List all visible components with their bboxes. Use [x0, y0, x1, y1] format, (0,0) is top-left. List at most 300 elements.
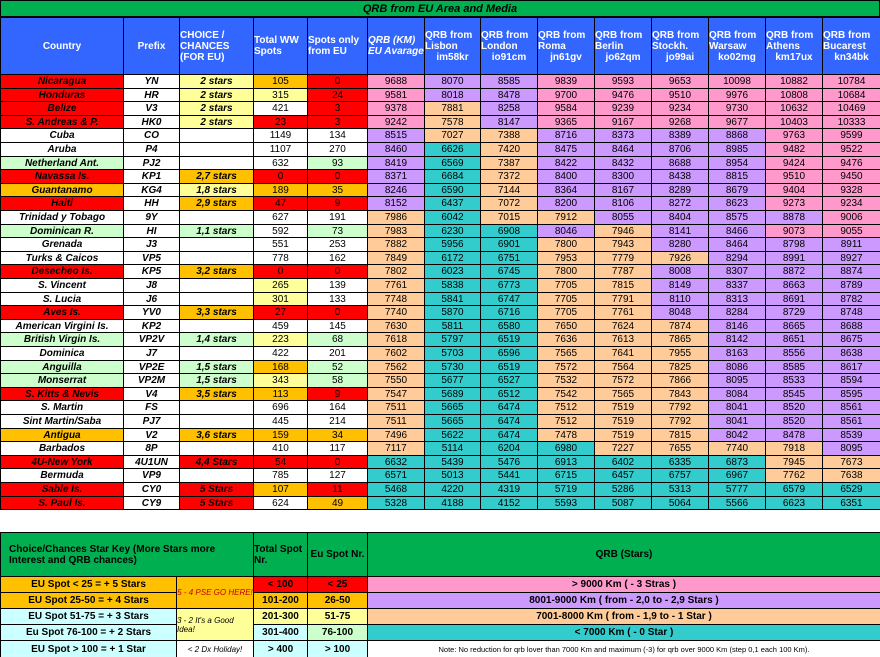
qrb-value: 6913: [537, 455, 595, 469]
star-rating: [179, 128, 254, 143]
qrb-average: 7748: [367, 292, 425, 306]
country-name: Honduras: [0, 88, 124, 102]
qrb-value: 4152: [480, 496, 538, 510]
key-qrb-range: Note: No reduction for qrb lover than 7000 Km and maximum (-3) for qrb over 9000 Km (step 0,1 each 100 Km).: [367, 640, 880, 657]
qrb-value: 9510: [651, 88, 709, 102]
eu-spots: 68: [307, 332, 368, 347]
qrb-value: 8464: [594, 142, 652, 157]
qrb-value: 7650: [537, 319, 595, 333]
star-rating: 2 stars: [179, 115, 254, 129]
qrb-average: 8460: [367, 142, 425, 157]
qrb-value: 9424: [765, 156, 823, 170]
qrb-average: 7802: [367, 264, 425, 279]
total-ww-spots: 189: [253, 183, 308, 197]
city-locator: im58kr: [436, 51, 469, 63]
key-total-range: > 400: [253, 640, 308, 657]
qrb-value: 4220: [424, 482, 481, 497]
country-name: Trinidad y Tobago: [0, 210, 124, 225]
qrb-value: 7072: [480, 196, 538, 211]
qrb-value: 5622: [424, 428, 481, 442]
qrb-value: 8575: [708, 210, 766, 225]
eu-spots: 134: [307, 128, 368, 143]
qrb-value: 5476: [480, 455, 538, 469]
header-qrb-city: [822, 17, 880, 75]
city-locator: km17ux: [775, 51, 813, 63]
star-rating: [179, 414, 254, 429]
key-qrb-range: 7001-8000 Km ( from - 1,9 to - 1 Star ): [367, 608, 880, 625]
qrb-value: 8954: [708, 156, 766, 170]
prefix: VP2V: [123, 332, 180, 347]
qrb-value: 8280: [651, 237, 709, 252]
eu-spots: 162: [307, 251, 368, 265]
qrb-value: 8927: [822, 251, 880, 265]
qrb-value: 8478: [480, 88, 538, 102]
qrb-value: 7565: [537, 346, 595, 361]
total-ww-spots: 47: [253, 196, 308, 211]
qrb-value: 6402: [594, 455, 652, 469]
qrb-value: 7800: [537, 237, 595, 252]
qrb-value: 7825: [651, 360, 709, 374]
prefix: KP1: [123, 169, 180, 184]
qrb-value: 10684: [822, 88, 880, 102]
qrb-value: 7565: [594, 387, 652, 401]
qrb-average: 7602: [367, 346, 425, 361]
qrb-value: 8539: [822, 428, 880, 442]
qrb-value: 7542: [537, 387, 595, 401]
qrb-value: 5439: [424, 455, 481, 469]
qrb-value: 9476: [594, 88, 652, 102]
key-total-header: Total Spot Nr.: [253, 532, 308, 577]
eu-spots: 0: [307, 74, 368, 89]
total-ww-spots: 410: [253, 441, 308, 456]
prefix: VP9: [123, 468, 180, 483]
qrb-value: 8337: [708, 278, 766, 293]
prefix: VP5: [123, 251, 180, 265]
qrb-value: 7943: [594, 237, 652, 252]
qrb-average: 8515: [367, 128, 425, 143]
header-choice: CHOICE / CHANCES (FOR EU): [179, 17, 254, 75]
qrb-value: 6757: [651, 468, 709, 483]
qrb-value: 5064: [651, 496, 709, 510]
prefix: V4: [123, 387, 180, 401]
star-rating: [179, 468, 254, 483]
eu-spots: 191: [307, 210, 368, 225]
qrb-value: 5777: [708, 482, 766, 497]
qrb-value: 6437: [424, 196, 481, 211]
qrb-average: 6571: [367, 468, 425, 483]
prefix: FS: [123, 400, 180, 415]
key-label: EU Spot 51-75 = + 3 Stars: [0, 608, 177, 625]
prefix: YV0: [123, 305, 180, 320]
qrb-value: 8167: [594, 183, 652, 197]
qrb-value: 6773: [480, 278, 538, 293]
qrb-value: 8364: [537, 183, 595, 197]
star-rating: 1,1 stars: [179, 224, 254, 238]
qrb-value: 6474: [480, 414, 538, 429]
qrb-value: 7815: [594, 278, 652, 293]
qrb-value: 8638: [822, 346, 880, 361]
qrb-value: 7874: [651, 319, 709, 333]
qrb-value: 7762: [765, 468, 823, 483]
qrb-value: 6474: [480, 428, 538, 442]
star-rating: 1,4 stars: [179, 332, 254, 347]
prefix: HI: [123, 224, 180, 238]
country-name: Nicaragua: [0, 74, 124, 89]
qrb-value: 8466: [708, 224, 766, 238]
qrb-value: 7740: [708, 441, 766, 456]
qrb-value: 8691: [765, 292, 823, 306]
key-note: 3 - 2 It's a Good Idea!: [176, 608, 254, 641]
header-qrb-avg: QRB (KM) EU Avarage: [367, 17, 425, 75]
header-qrb-city: [651, 17, 709, 75]
qrb-value: 6626: [424, 142, 481, 157]
country-name: Sable Is.: [0, 482, 124, 497]
star-rating: [179, 292, 254, 306]
country-name: S. Andreas & P.: [0, 115, 124, 129]
qrb-value: 8556: [765, 346, 823, 361]
total-ww-spots: 592: [253, 224, 308, 238]
country-name: Sint Martin/Saba: [0, 414, 124, 429]
qrb-value: 7613: [594, 332, 652, 347]
eu-spots: 139: [307, 278, 368, 293]
qrb-value: 8149: [651, 278, 709, 293]
qrb-value: 6623: [765, 496, 823, 510]
total-ww-spots: 223: [253, 332, 308, 347]
star-rating: [179, 251, 254, 265]
header-spots-eu: Spots only from EU: [307, 17, 368, 75]
qrb-value: 9599: [822, 128, 880, 143]
prefix: YN: [123, 74, 180, 89]
qrb-value: 7512: [537, 400, 595, 415]
prefix: 4U1UN: [123, 455, 180, 469]
qrb-value: 7636: [537, 332, 595, 347]
qrb-value: 8422: [537, 156, 595, 170]
header-qrb-city: [708, 17, 766, 75]
qrb-value: 8545: [765, 387, 823, 401]
qrb-value: 8046: [537, 224, 595, 238]
qrb-value: 8147: [480, 115, 538, 129]
city-name: QRB from Berlin: [595, 29, 643, 52]
prefix: KP2: [123, 319, 180, 333]
star-rating: 3,2 stars: [179, 264, 254, 279]
qrb-value: 8675: [822, 332, 880, 347]
qrb-average: 5328: [367, 496, 425, 510]
qrb-value: 6908: [480, 224, 538, 238]
qrb-value: 6967: [708, 468, 766, 483]
qrb-value: 6457: [594, 468, 652, 483]
qrb-value: 10882: [765, 74, 823, 89]
qrb-average: 8371: [367, 169, 425, 184]
qrb-value: 7519: [594, 400, 652, 415]
qrb-value: 8258: [480, 101, 538, 116]
qrb-value: 6580: [480, 319, 538, 333]
star-rating: 2 stars: [179, 101, 254, 116]
star-rating: [179, 400, 254, 415]
qrb-value: 9404: [765, 183, 823, 197]
total-ww-spots: 627: [253, 210, 308, 225]
country-name: Haiti: [0, 196, 124, 211]
qrb-value: 5593: [537, 496, 595, 510]
qrb-value: 6519: [480, 360, 538, 374]
qrb-value: 5313: [651, 482, 709, 497]
qrb-value: 8716: [537, 128, 595, 143]
star-rating: [179, 278, 254, 293]
prefix: CY0: [123, 482, 180, 497]
qrb-value: 9006: [822, 210, 880, 225]
qrb-average: 7849: [367, 251, 425, 265]
qrb-value: 7926: [651, 251, 709, 265]
qrb-value: 6042: [424, 210, 481, 225]
star-rating: [179, 210, 254, 225]
country-name: Turks & Caicos: [0, 251, 124, 265]
qrb-value: 8272: [651, 196, 709, 211]
qrb-value: 7519: [594, 428, 652, 442]
city-locator: jn61gv: [550, 51, 582, 63]
qrb-value: 6873: [708, 455, 766, 469]
qrb-value: 8706: [651, 142, 709, 157]
eu-spots: 253: [307, 237, 368, 252]
qrb-value: 8911: [822, 237, 880, 252]
qrb-value: 7761: [594, 305, 652, 320]
qrb-value: 8520: [765, 400, 823, 415]
star-rating: [179, 237, 254, 252]
eu-spots: 0: [307, 305, 368, 320]
qrb-value: 8991: [765, 251, 823, 265]
qrb-value: 8478: [765, 428, 823, 442]
header-prefix: Prefix: [123, 17, 180, 75]
eu-spots: 270: [307, 142, 368, 157]
star-rating: 2,9 stars: [179, 196, 254, 211]
qrb-value: 5797: [424, 332, 481, 347]
country-name: S. Paul Is.: [0, 496, 124, 510]
city-locator: ko02mg: [718, 51, 756, 63]
qrb-value: 7912: [537, 210, 595, 225]
total-ww-spots: 159: [253, 428, 308, 442]
qrb-value: 8789: [822, 278, 880, 293]
qrb-average: 7117: [367, 441, 425, 456]
total-ww-spots: 778: [253, 251, 308, 265]
star-rating: 4,4 Stars: [179, 455, 254, 469]
total-ww-spots: 1149: [253, 128, 308, 143]
total-ww-spots: 785: [253, 468, 308, 483]
eu-spots: 73: [307, 224, 368, 238]
country-name: Navassa Is.: [0, 169, 124, 184]
total-ww-spots: 107: [253, 482, 308, 497]
qrb-value: 6596: [480, 346, 538, 361]
qrb-average: 5468: [367, 482, 425, 497]
qrb-value: 7015: [480, 210, 538, 225]
qrb-value: 6745: [480, 264, 538, 279]
total-ww-spots: 551: [253, 237, 308, 252]
country-name: British Virgin Is.: [0, 332, 124, 347]
key-total-range: 101-200: [253, 592, 308, 609]
country-name: Netherland Ant.: [0, 156, 124, 170]
country-name: S. Kitts & Nevis: [0, 387, 124, 401]
qrb-average: 7986: [367, 210, 425, 225]
qrb-value: 8041: [708, 400, 766, 415]
qrb-value: 8688: [822, 319, 880, 333]
key-eu-range: < 25: [307, 576, 368, 593]
prefix: CO: [123, 128, 180, 143]
qrb-value: 7572: [537, 360, 595, 374]
qrb-value: 7866: [651, 373, 709, 388]
qrb-value: 7564: [594, 360, 652, 374]
star-rating: 5 Stars: [179, 482, 254, 497]
qrb-average: 9581: [367, 88, 425, 102]
prefix: 8P: [123, 441, 180, 456]
qrb-value: 8404: [651, 210, 709, 225]
prefix: J3: [123, 237, 180, 252]
qrb-value: 8748: [822, 305, 880, 320]
star-rating: [179, 441, 254, 456]
qrb-value: 8561: [822, 414, 880, 429]
qrb-value: 6230: [424, 224, 481, 238]
key-qrb-range: 8001-9000 Km ( from - 2,0 to - 2,9 Stars ): [367, 592, 880, 609]
qrb-value: 8663: [765, 278, 823, 293]
qrb-value: 8868: [708, 128, 766, 143]
qrb-value: 5665: [424, 414, 481, 429]
star-rating: [179, 346, 254, 361]
qrb-average: 7496: [367, 428, 425, 442]
key-label: Eu Spot 76-100 = + 2 Stars: [0, 624, 177, 641]
total-ww-spots: 265: [253, 278, 308, 293]
city-locator: io91cm: [491, 51, 527, 63]
qrb-value: 8163: [708, 346, 766, 361]
qrb-value: 8874: [822, 264, 880, 279]
qrb-value: 8110: [651, 292, 709, 306]
qrb-value: 7791: [594, 292, 652, 306]
prefix: CY9: [123, 496, 180, 510]
qrb-average: 7983: [367, 224, 425, 238]
qrb-value: 9584: [537, 101, 595, 116]
qrb-value: 6351: [822, 496, 880, 510]
qrb-value: 9073: [765, 224, 823, 238]
city-name: QRB from London: [481, 29, 529, 52]
qrb-value: 6901: [480, 237, 538, 252]
total-ww-spots: 301: [253, 292, 308, 306]
qrb-value: 8041: [708, 414, 766, 429]
star-rating: 3,3 stars: [179, 305, 254, 320]
star-rating: 3,5 stars: [179, 387, 254, 401]
qrb-value: 5689: [424, 387, 481, 401]
eu-spots: 214: [307, 414, 368, 429]
qrb-value: 5566: [708, 496, 766, 510]
qrb-value: 6527: [480, 373, 538, 388]
total-ww-spots: 696: [253, 400, 308, 415]
qrb-value: 8008: [651, 264, 709, 279]
eu-spots: 3: [307, 101, 368, 116]
prefix: HR: [123, 88, 180, 102]
country-name: Bermuda: [0, 468, 124, 483]
city-name: QRB from Stockh.: [652, 29, 700, 52]
qrb-value: 8294: [708, 251, 766, 265]
prefix: KP5: [123, 264, 180, 279]
star-rating: [179, 142, 254, 157]
eu-spots: 49: [307, 496, 368, 510]
qrb-value: 7624: [594, 319, 652, 333]
eu-spots: 3: [307, 115, 368, 129]
eu-spots: 145: [307, 319, 368, 333]
qrb-value: 7787: [594, 264, 652, 279]
country-name: Monserrat: [0, 373, 124, 388]
qrb-value: 8464: [708, 237, 766, 252]
qrb-value: 7638: [822, 468, 880, 483]
qrb-value: 8141: [651, 224, 709, 238]
qrb-value: 8042: [708, 428, 766, 442]
eu-spots: 58: [307, 373, 368, 388]
qrb-value: 6474: [480, 400, 538, 415]
qrb-value: 9653: [651, 74, 709, 89]
total-ww-spots: 632: [253, 156, 308, 170]
eu-spots: 35: [307, 183, 368, 197]
eu-spots: 127: [307, 468, 368, 483]
qrb-value: 7955: [651, 346, 709, 361]
qrb-value: 9055: [822, 224, 880, 238]
qrb-value: 8651: [765, 332, 823, 347]
key-eu-header: Eu Spot Nr.: [307, 532, 368, 577]
qrb-value: 9239: [594, 101, 652, 116]
country-name: Belize: [0, 101, 124, 116]
qrb-value: 5665: [424, 400, 481, 415]
qrb-value: 5286: [594, 482, 652, 497]
qrb-value: 9510: [765, 169, 823, 184]
country-name: S. Vincent: [0, 278, 124, 293]
qrb-value: 10808: [765, 88, 823, 102]
qrb-value: 8585: [480, 74, 538, 89]
qrb-value: 10469: [822, 101, 880, 116]
total-ww-spots: 54: [253, 455, 308, 469]
qrb-value: 6512: [480, 387, 538, 401]
eu-spots: 11: [307, 482, 368, 497]
header-qrb-city: [480, 17, 538, 75]
country-name: Guantanamo: [0, 183, 124, 197]
total-ww-spots: 315: [253, 88, 308, 102]
qrb-value: 4188: [424, 496, 481, 510]
qrb-value: 9450: [822, 169, 880, 184]
prefix: J8: [123, 278, 180, 293]
qrb-average: 6632: [367, 455, 425, 469]
prefix: VP2E: [123, 360, 180, 374]
qrb-value: 6751: [480, 251, 538, 265]
country-name: Desecheo Is.: [0, 264, 124, 279]
qrb-value: 8594: [822, 373, 880, 388]
qrb-value: 5841: [424, 292, 481, 306]
total-ww-spots: 445: [253, 414, 308, 429]
eu-spots: 24: [307, 88, 368, 102]
country-name: S. Lucia: [0, 292, 124, 306]
qrb-average: 7630: [367, 319, 425, 333]
qrb-average: 7550: [367, 373, 425, 388]
qrb-value: 8373: [594, 128, 652, 143]
qrb-value: 7655: [651, 441, 709, 456]
qrb-value: 7705: [537, 278, 595, 293]
star-rating: [179, 319, 254, 333]
country-name: Anguilla: [0, 360, 124, 374]
qrb-value: 5087: [594, 496, 652, 510]
qrb-value: 8284: [708, 305, 766, 320]
key-label: EU Spot 25-50 = + 4 Stars: [0, 592, 177, 609]
city-name: QRB from Bucarest: [823, 29, 871, 52]
qrb-value: 6519: [480, 332, 538, 347]
qrb-value: 10632: [765, 101, 823, 116]
qrb-value: 8055: [594, 210, 652, 225]
qrb-average: 7511: [367, 400, 425, 415]
qrb-value: 8623: [708, 196, 766, 211]
qrb-value: 8878: [765, 210, 823, 225]
total-ww-spots: 0: [253, 169, 308, 184]
qrb-value: 8520: [765, 414, 823, 429]
qrb-value: 9482: [765, 142, 823, 157]
